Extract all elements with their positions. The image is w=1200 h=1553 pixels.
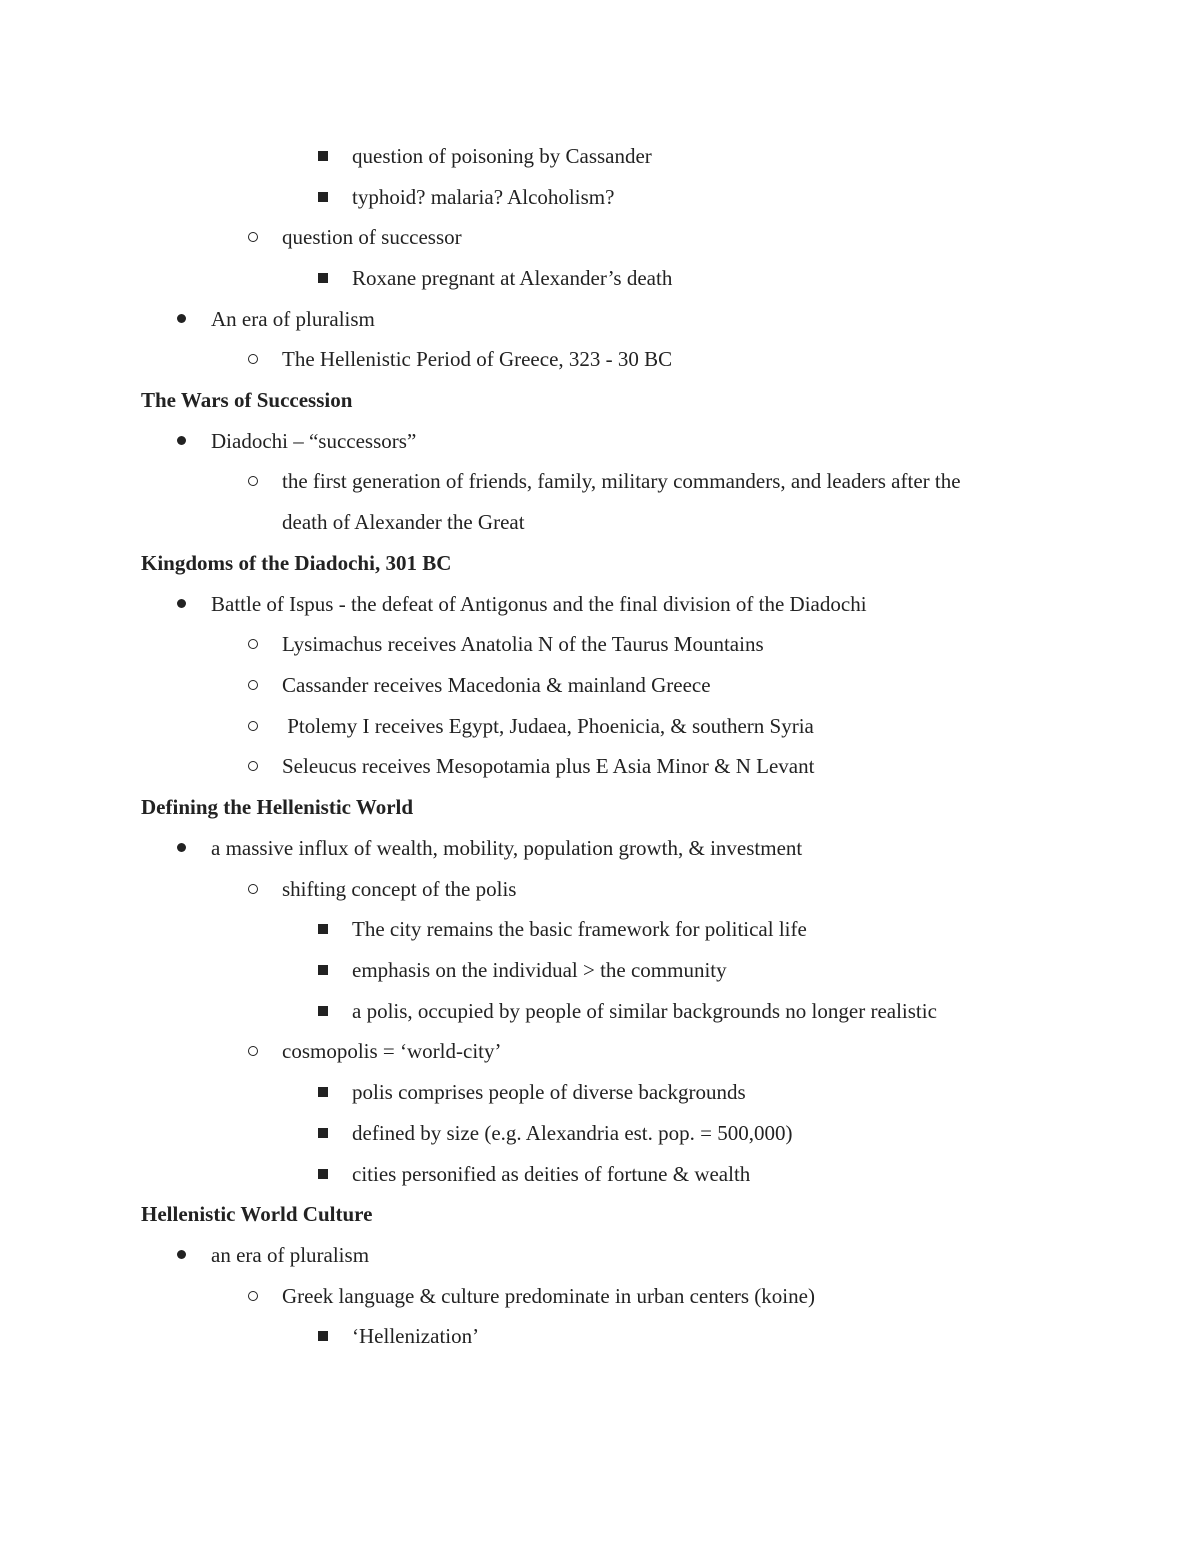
list-item-text: An era of pluralism	[211, 307, 375, 331]
section-heading: Kingdoms of the Diadochi, 301 BC	[141, 551, 452, 575]
list-item-text: a massive influx of wealth, mobility, population growth, & investment	[211, 836, 803, 860]
square-bullet-icon	[318, 909, 328, 949]
dot-bullet-icon	[177, 1235, 186, 1275]
square-bullet-icon	[318, 136, 328, 176]
list-item-text: Seleucus receives Mesopotamia plus E Asia Minor & N Levant	[282, 754, 815, 778]
square-bullet-icon	[318, 177, 328, 217]
section-heading: Hellenistic World Culture	[141, 1202, 373, 1226]
list-item-text: The Hellenistic Period of Greece, 323 - 30 BC	[282, 347, 673, 371]
list-item-text: question of poisoning by Cassander	[352, 144, 652, 168]
list-item-text: the first generation of friends, family, military commanders, and leaders after the	[282, 469, 961, 493]
list-item-text: ‘Hellenization’	[352, 1324, 480, 1348]
circle-bullet-icon	[248, 217, 258, 257]
square-bullet-icon	[318, 1072, 328, 1112]
dot-bullet-icon	[177, 828, 186, 868]
list-item-text: typhoid? malaria? Alcoholism?	[352, 185, 615, 209]
dot-bullet-icon	[177, 421, 186, 461]
list-item-text: question of successor	[282, 225, 462, 249]
circle-bullet-icon	[248, 339, 258, 379]
list-item-text: Ptolemy I receives Egypt, Judaea, Phoenicia, & southern Syria	[282, 714, 814, 738]
section-heading: The Wars of Succession	[141, 388, 353, 412]
list-item-text: a polis, occupied by people of similar backgrounds no longer realistic	[352, 999, 937, 1023]
list-item-text: an era of pluralism	[211, 1243, 370, 1267]
square-bullet-icon	[318, 1113, 328, 1153]
circle-bullet-icon	[248, 1276, 258, 1316]
list-item-text: polis comprises people of diverse backgrounds	[352, 1080, 746, 1104]
list-item-text: shifting concept of the polis	[282, 877, 517, 901]
square-bullet-icon	[318, 258, 328, 298]
square-bullet-icon	[318, 1316, 328, 1356]
list-item-text: emphasis on the individual > the community	[352, 958, 727, 982]
circle-bullet-icon	[248, 1031, 258, 1071]
list-item-text: Roxane pregnant at Alexander’s death	[352, 266, 673, 290]
list-item-text: cosmopolis = ‘world-city’	[282, 1039, 502, 1063]
list-item-text: The city remains the basic framework for political life	[352, 917, 807, 941]
list-item-text: Greek language & culture predominate in urban centers (koine)	[282, 1284, 815, 1308]
list-item-text: defined by size (e.g. Alexandria est. pop. = 500,000)	[352, 1121, 793, 1145]
circle-bullet-icon	[248, 869, 258, 909]
circle-bullet-icon	[248, 746, 258, 786]
dot-bullet-icon	[177, 584, 186, 624]
square-bullet-icon	[318, 950, 328, 990]
square-bullet-icon	[318, 991, 328, 1031]
circle-bullet-icon	[248, 624, 258, 664]
dot-bullet-icon	[177, 299, 186, 339]
list-item-text: Lysimachus receives Anatolia N of the Taurus Mountains	[282, 632, 764, 656]
list-item-text: Battle of Ispus - the defeat of Antigonus and the final division of the Diadochi	[211, 592, 867, 616]
section-heading: Defining the Hellenistic World	[141, 795, 414, 819]
circle-bullet-icon	[248, 461, 258, 501]
list-item-text: death of Alexander the Great	[282, 510, 525, 534]
circle-bullet-icon	[248, 706, 258, 746]
list-item-text: Cassander receives Macedonia & mainland Greece	[282, 673, 711, 697]
list-item-text: Diadochi – “successors”	[211, 429, 417, 453]
square-bullet-icon	[318, 1154, 328, 1194]
list-item-text: cities personified as deities of fortune & wealth	[352, 1162, 751, 1186]
circle-bullet-icon	[248, 665, 258, 705]
